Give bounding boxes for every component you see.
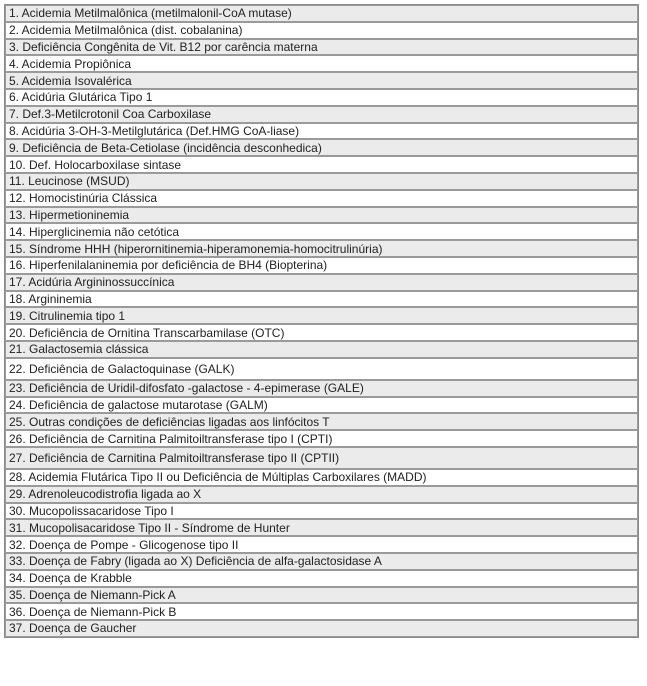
- table-row: [5, 341, 638, 358]
- table-row: [5, 22, 638, 39]
- table-row: [5, 380, 638, 397]
- disease-cell: 14. Hiperglicinemia não cetótica: [5, 223, 638, 240]
- table-row: [5, 307, 638, 324]
- disease-cell: 25. Outras condições de deficiências ligadas aos linfócitos T: [5, 413, 638, 430]
- disease-cell: 11. Leucinose (MSUD): [5, 173, 638, 190]
- disease-cell: 32. Doença de Pompe - Glicogenose tipo II: [5, 536, 638, 553]
- table-row: [5, 274, 638, 291]
- table-row: [5, 257, 638, 274]
- disease-table-body: [5, 5, 638, 637]
- table-row: [5, 503, 638, 520]
- table-row: [5, 324, 638, 341]
- table-row: [5, 106, 638, 123]
- table-row: [5, 190, 638, 207]
- disease-cell: 29. Adrenoleucodistrofia ligada ao X: [5, 486, 638, 503]
- disease-cell: 2. Acidemia Metilmalônica (dist. cobalanina): [5, 22, 638, 39]
- table-row: [5, 139, 638, 156]
- table-row: [5, 5, 638, 22]
- disease-cell: 24. Deficiência de galactose mutarotase (GALM): [5, 397, 638, 414]
- table-row: [5, 536, 638, 553]
- table-row: [5, 240, 638, 257]
- disease-cell: 37. Doença de Gaucher: [5, 620, 638, 637]
- table-row: [5, 89, 638, 106]
- disease-cell: 31. Mucopolisacaridose Tipo II - Síndrome de Hunter: [5, 519, 638, 536]
- disease-cell: 20. Deficiência de Ornitina Transcarbamilase (OTC): [5, 324, 638, 341]
- disease-cell: 9. Deficiência de Beta-Cetiolase (incidência desconhedica): [5, 139, 638, 156]
- table-row: [5, 587, 638, 604]
- table-row: [5, 397, 638, 414]
- table-row: [5, 570, 638, 587]
- disease-cell: 5. Acidemia Isovalérica: [5, 72, 638, 89]
- disease-cell: 26. Deficiência de Carnitina Palmitoiltransferase tipo I (CPTI): [5, 430, 638, 447]
- disease-cell: 35. Doença de Niemann-Pick A: [5, 587, 638, 604]
- disease-cell: 8. Acidúria 3-OH-3-Metilglutárica (Def.HMG CoA-liase): [5, 123, 638, 140]
- disease-cell: 27. Deficiência de Carnitina Palmitoiltransferase tipo II (CPTII): [5, 447, 638, 469]
- disease-cell: 7. Def.3-Metilcrotonil Coa Carboxilase: [5, 106, 638, 123]
- disease-cell: 30. Mucopolissacaridose Tipo I: [5, 503, 638, 520]
- table-row: [5, 413, 638, 430]
- disease-cell: 21. Galactosemia clássica: [5, 341, 638, 358]
- disease-cell: 18. Argininemia: [5, 291, 638, 308]
- table-row: [5, 358, 638, 380]
- disease-cell: 23. Deficiência de Uridil-difosfato -galactose - 4-epimerase (GALE): [5, 380, 638, 397]
- disease-cell: 3. Deficiência Congênita de Vit. B12 por carência materna: [5, 39, 638, 56]
- table-row: [5, 620, 638, 637]
- disease-cell: 1. Acidemia Metilmalônica (metilmalonil-CoA mutase): [5, 5, 638, 22]
- disease-cell: 22. Deficiência de Galactoquinase (GALK): [5, 358, 638, 380]
- disease-cell: 34. Doença de Krabble: [5, 570, 638, 587]
- disease-cell: 4. Acidemia Propiônica: [5, 55, 638, 72]
- table-row: [5, 291, 638, 308]
- table-row: [5, 519, 638, 536]
- disease-cell: 12. Homocistinúria Clássica: [5, 190, 638, 207]
- table-row: [5, 223, 638, 240]
- disease-cell: 6. Acidúria Glutárica Tipo 1: [5, 89, 638, 106]
- table-row: [5, 447, 638, 469]
- table-row: [5, 486, 638, 503]
- table-row: [5, 469, 638, 486]
- table-row: [5, 603, 638, 620]
- disease-cell: 16. Hiperfenilalaninemia por deficiência de BH4 (Biopterina): [5, 257, 638, 274]
- disease-cell: 19. Citrulinemia tipo 1: [5, 307, 638, 324]
- table-row: [5, 123, 638, 140]
- disease-table: [4, 4, 639, 638]
- table-row: [5, 207, 638, 224]
- disease-cell: 36. Doença de Niemann-Pick B: [5, 603, 638, 620]
- table-row: [5, 72, 638, 89]
- table-row: [5, 430, 638, 447]
- disease-cell: 28. Acidemia Flutárica Tipo II ou Deficiência de Múltiplas Carboxilares (MADD): [5, 469, 638, 486]
- disease-cell: 33. Doença de Fabry (ligada ao X) Deficiência de alfa-galactosidase A: [5, 553, 638, 570]
- table-row: [5, 156, 638, 173]
- table-row: [5, 173, 638, 190]
- disease-cell: 10. Def. Holocarboxilase sintase: [5, 156, 638, 173]
- disease-cell: 17. Acidúria Argininossuccínica: [5, 274, 638, 291]
- table-row: [5, 553, 638, 570]
- table-row: [5, 55, 638, 72]
- disease-cell: 13. Hipermetioninemia: [5, 207, 638, 224]
- table-row: [5, 39, 638, 56]
- disease-cell: 15. Síndrome HHH (hiperornitinemia-hiperamonemia-homocitrulinúria): [5, 240, 638, 257]
